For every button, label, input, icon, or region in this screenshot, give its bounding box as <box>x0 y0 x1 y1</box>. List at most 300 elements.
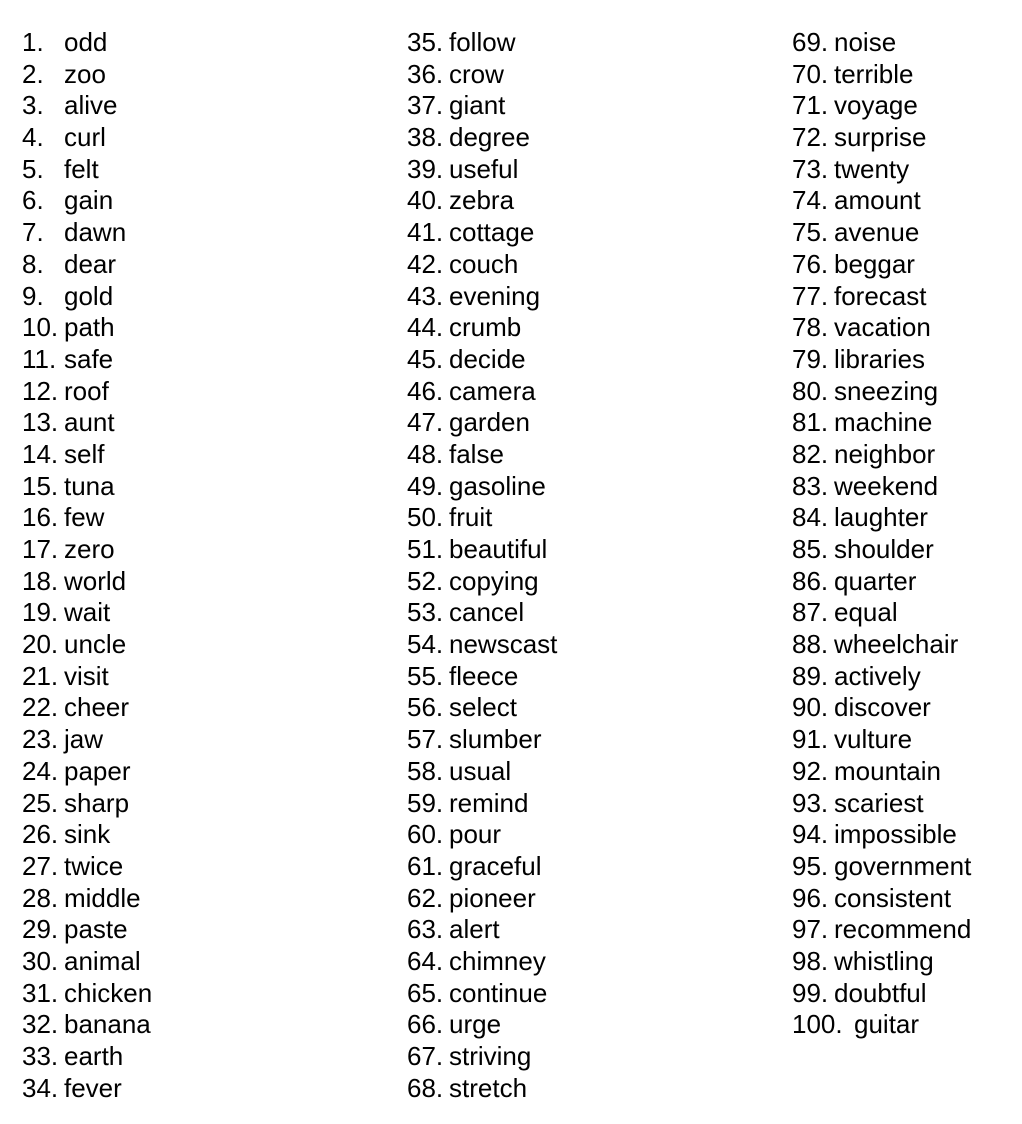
item-word: camera <box>449 375 536 406</box>
item-word: twice <box>64 850 124 881</box>
item-word: crow <box>449 58 504 89</box>
list-item <box>407 946 777 978</box>
item-word: remind <box>449 787 529 818</box>
list-item <box>407 534 777 566</box>
item-number: 46. <box>407 375 444 406</box>
item-word: discover <box>834 692 931 723</box>
item-word: usual <box>449 755 512 786</box>
item-word: middle <box>64 882 141 913</box>
list-item <box>407 502 777 534</box>
item-number: 76. <box>792 248 829 279</box>
item-word: zoo <box>64 58 106 89</box>
list-item <box>22 914 392 946</box>
item-number: 39. <box>407 153 444 184</box>
list-item <box>22 376 392 408</box>
item-word: evening <box>449 280 541 311</box>
item-number: 72. <box>792 122 829 153</box>
list-item <box>792 883 1017 915</box>
list-item <box>792 281 1017 313</box>
list-item <box>22 90 392 122</box>
item-word: alive <box>64 90 118 121</box>
list-item <box>792 90 1017 122</box>
list-item <box>22 312 392 344</box>
item-word: follow <box>449 27 516 57</box>
item-word: jaw <box>64 724 104 755</box>
item-word: laughter <box>834 502 928 533</box>
list-item <box>407 281 777 313</box>
item-number: 24. <box>22 755 59 786</box>
item-number: 11. <box>22 343 57 374</box>
list-item <box>792 344 1017 376</box>
item-word: beggar <box>834 248 915 279</box>
list-item <box>22 122 392 154</box>
list-item <box>792 407 1017 439</box>
item-number: 97. <box>792 914 829 945</box>
item-number: 34. <box>22 1072 59 1103</box>
list-item <box>792 788 1017 820</box>
item-number: 68. <box>407 1072 444 1103</box>
item-word: false <box>449 438 504 469</box>
item-number: 15. <box>22 470 59 501</box>
item-number: 89. <box>792 660 829 691</box>
word-list-column-3 <box>792 27 1017 1041</box>
item-number: 80. <box>792 375 829 406</box>
item-word: crumb <box>449 312 522 343</box>
list-item <box>792 661 1017 693</box>
item-word: scariest <box>834 787 924 818</box>
list-item <box>407 566 777 598</box>
item-number: 20. <box>22 629 59 660</box>
list-item <box>22 1073 392 1105</box>
item-number: 70. <box>792 58 829 89</box>
item-word: amount <box>834 185 921 216</box>
item-number: 9. <box>22 280 44 311</box>
list-item <box>22 724 392 756</box>
list-item <box>22 471 392 503</box>
item-number: 7. <box>22 217 44 248</box>
item-word: couch <box>449 248 519 279</box>
item-word: urge <box>449 1009 502 1040</box>
item-word: vacation <box>834 312 931 343</box>
item-word: fruit <box>449 502 493 533</box>
item-word: zero <box>64 534 115 564</box>
item-word: beautiful <box>449 534 548 564</box>
item-word: sharp <box>64 787 130 818</box>
item-number: 17. <box>22 534 59 564</box>
item-number: 21. <box>22 660 59 691</box>
item-word: dear <box>64 248 117 279</box>
item-number: 31. <box>22 977 59 1008</box>
item-word: path <box>64 312 115 343</box>
list-item <box>407 883 777 915</box>
list-item <box>407 1041 777 1073</box>
list-item <box>792 724 1017 756</box>
item-word: government <box>834 850 972 881</box>
list-item <box>792 439 1017 471</box>
item-number: 53. <box>407 597 444 628</box>
item-number: 61. <box>407 850 444 881</box>
list-item <box>407 90 777 122</box>
item-number: 32. <box>22 1009 59 1040</box>
item-word: sink <box>64 819 111 850</box>
list-item <box>792 819 1017 851</box>
item-number: 59. <box>407 787 444 818</box>
item-number: 74. <box>792 185 829 216</box>
list-item <box>407 819 777 851</box>
item-word: few <box>64 502 105 533</box>
item-word: quarter <box>834 565 917 596</box>
item-number: 27. <box>22 850 59 881</box>
item-number: 63. <box>407 914 444 945</box>
item-word: striving <box>449 1041 532 1071</box>
list-item <box>22 978 392 1010</box>
list-item <box>407 217 777 249</box>
item-word: world <box>64 565 127 596</box>
list-item <box>22 883 392 915</box>
item-word: sneezing <box>834 375 939 406</box>
list-item <box>407 122 777 154</box>
item-word: neighbor <box>834 438 936 469</box>
item-word: doubtful <box>834 977 927 1008</box>
item-word: gasoline <box>449 470 546 501</box>
item-number: 88. <box>792 629 829 660</box>
item-word: paper <box>64 755 131 786</box>
item-number: 30. <box>22 945 59 976</box>
item-word: surprise <box>834 122 927 153</box>
list-item <box>407 756 777 788</box>
item-word: shoulder <box>834 534 934 564</box>
item-number: 51. <box>407 534 444 564</box>
item-word: tuna <box>64 470 115 501</box>
list-item <box>792 914 1017 946</box>
list-item <box>407 439 777 471</box>
item-number: 47. <box>407 407 444 438</box>
item-number: 77. <box>792 280 829 311</box>
list-item <box>792 978 1017 1010</box>
item-word: guitar <box>854 1009 920 1040</box>
item-word: self <box>64 438 105 469</box>
item-number: 91. <box>792 724 829 755</box>
item-number: 65. <box>407 977 444 1008</box>
list-item <box>22 1041 392 1073</box>
item-word: cheer <box>64 692 130 723</box>
list-item <box>792 312 1017 344</box>
item-number: 38. <box>407 122 444 153</box>
list-item <box>407 597 777 629</box>
item-word: dawn <box>64 217 127 248</box>
item-word: newscast <box>449 629 558 660</box>
item-word: aunt <box>64 407 115 438</box>
list-item <box>22 281 392 313</box>
item-number: 37. <box>407 90 444 121</box>
list-item <box>792 629 1017 661</box>
list-item <box>407 629 777 661</box>
item-word: consistent <box>834 882 952 913</box>
item-number: 66. <box>407 1009 444 1040</box>
item-word: safe <box>64 343 114 374</box>
item-word: roof <box>64 375 109 406</box>
item-word: weekend <box>834 470 939 501</box>
item-word: gold <box>64 280 114 311</box>
item-word: animal <box>64 945 141 976</box>
item-number: 25. <box>22 787 59 818</box>
item-word: impossible <box>834 819 957 850</box>
item-word: stretch <box>449 1072 528 1103</box>
list-item <box>407 471 777 503</box>
list-item <box>407 185 777 217</box>
item-number: 4. <box>22 122 44 153</box>
item-number: 52. <box>407 565 444 596</box>
item-number: 29. <box>22 914 59 945</box>
item-number: 55. <box>407 660 444 691</box>
list-item <box>22 1009 392 1041</box>
list-item <box>22 851 392 883</box>
list-item <box>792 534 1017 566</box>
item-number: 58. <box>407 755 444 786</box>
item-word: banana <box>64 1009 151 1040</box>
item-number: 90. <box>792 692 829 723</box>
item-number: 10. <box>22 312 59 343</box>
list-item <box>792 502 1017 534</box>
list-item <box>22 59 392 91</box>
list-item <box>22 344 392 376</box>
list-item <box>22 661 392 693</box>
item-number: 67. <box>407 1041 444 1071</box>
item-number: 19. <box>22 597 59 628</box>
item-number: 1. <box>22 27 44 57</box>
list-item <box>22 566 392 598</box>
word-list-column-2 <box>407 27 777 1104</box>
list-item <box>792 249 1017 281</box>
item-word: useful <box>449 153 519 184</box>
item-number: 95. <box>792 850 829 881</box>
item-number: 94. <box>792 819 829 850</box>
item-word: fleece <box>449 660 519 691</box>
item-word: forecast <box>834 280 927 311</box>
list-item <box>407 59 777 91</box>
item-word: cottage <box>449 217 535 248</box>
list-item <box>22 185 392 217</box>
list-item <box>407 249 777 281</box>
item-number: 93. <box>792 787 829 818</box>
item-word: equal <box>834 597 898 628</box>
item-word: chimney <box>449 945 546 976</box>
item-word: paste <box>64 914 128 945</box>
item-word: odd <box>64 27 108 57</box>
item-number: 100. <box>792 1009 843 1040</box>
item-number: 18. <box>22 565 59 596</box>
item-number: 56. <box>407 692 444 723</box>
item-number: 22. <box>22 692 59 723</box>
item-number: 49. <box>407 470 444 501</box>
item-word: curl <box>64 122 106 153</box>
list-item <box>407 154 777 186</box>
item-word: mountain <box>834 755 941 786</box>
item-number: 36. <box>407 58 444 89</box>
item-number: 79. <box>792 343 829 374</box>
item-number: 86. <box>792 565 829 596</box>
word-list-column-1 <box>22 27 392 1104</box>
list-item <box>407 978 777 1010</box>
list-item <box>22 756 392 788</box>
item-number: 83. <box>792 470 829 501</box>
list-item <box>22 154 392 186</box>
item-word: wheelchair <box>834 629 959 660</box>
item-word: giant <box>449 90 506 121</box>
item-number: 73. <box>792 153 829 184</box>
item-number: 14. <box>22 438 59 469</box>
item-word: alert <box>449 914 500 945</box>
item-number: 2. <box>22 58 44 89</box>
item-number: 81. <box>792 407 829 438</box>
item-number: 85. <box>792 534 829 564</box>
item-word: machine <box>834 407 933 438</box>
item-word: continue <box>449 977 548 1008</box>
list-item <box>407 344 777 376</box>
list-item <box>407 914 777 946</box>
item-number: 87. <box>792 597 829 628</box>
list-item <box>792 946 1017 978</box>
item-word: chicken <box>64 977 153 1008</box>
item-number: 78. <box>792 312 829 343</box>
item-number: 33. <box>22 1041 59 1071</box>
item-word: fever <box>64 1072 122 1103</box>
item-word: twenty <box>834 153 910 184</box>
item-word: decide <box>449 343 526 374</box>
item-number: 28. <box>22 882 59 913</box>
list-item <box>792 217 1017 249</box>
item-word: voyage <box>834 90 918 121</box>
item-word: pour <box>449 819 502 850</box>
item-number: 50. <box>407 502 444 533</box>
list-item <box>22 27 392 59</box>
list-item <box>792 122 1017 154</box>
list-item <box>792 566 1017 598</box>
item-number: 12. <box>22 375 59 406</box>
list-item <box>407 27 777 59</box>
item-number: 71. <box>792 90 829 121</box>
item-number: 6. <box>22 185 44 216</box>
list-item <box>407 407 777 439</box>
item-number: 13. <box>22 407 59 438</box>
list-item <box>407 851 777 883</box>
list-item <box>407 692 777 724</box>
list-item <box>792 376 1017 408</box>
item-number: 96. <box>792 882 829 913</box>
item-number: 60. <box>407 819 444 850</box>
list-item <box>407 312 777 344</box>
item-number: 69. <box>792 27 829 57</box>
item-word: cancel <box>449 597 525 628</box>
list-item <box>22 629 392 661</box>
list-item <box>407 1073 777 1105</box>
item-number: 41. <box>407 217 444 248</box>
item-number: 23. <box>22 724 59 755</box>
list-item <box>22 407 392 439</box>
list-item <box>792 756 1017 788</box>
item-number: 35. <box>407 27 444 57</box>
item-number: 99. <box>792 977 829 1008</box>
list-item <box>792 597 1017 629</box>
item-word: noise <box>834 27 897 57</box>
item-word: uncle <box>64 629 127 660</box>
item-word: wait <box>64 597 111 628</box>
item-word: recommend <box>834 914 972 945</box>
item-number: 42. <box>407 248 444 279</box>
list-item <box>792 471 1017 503</box>
item-word: terrible <box>834 58 914 89</box>
item-number: 26. <box>22 819 59 850</box>
list-item <box>792 692 1017 724</box>
item-number: 98. <box>792 945 829 976</box>
item-word: zebra <box>449 185 515 216</box>
item-word: actively <box>834 660 921 691</box>
item-number: 8. <box>22 248 44 279</box>
list-item <box>22 946 392 978</box>
item-word: select <box>449 692 517 723</box>
list-item <box>792 27 1017 59</box>
item-word: avenue <box>834 217 920 248</box>
item-word: pioneer <box>449 882 536 913</box>
list-item <box>407 724 777 756</box>
list-item <box>22 217 392 249</box>
item-word: graceful <box>449 850 542 881</box>
item-number: 84. <box>792 502 829 533</box>
list-item <box>407 661 777 693</box>
list-item <box>792 851 1017 883</box>
list-item <box>22 819 392 851</box>
list-item <box>22 502 392 534</box>
item-number: 92. <box>792 755 829 786</box>
list-item <box>792 59 1017 91</box>
item-word: earth <box>64 1041 124 1071</box>
list-item <box>22 597 392 629</box>
list-item <box>22 534 392 566</box>
item-word: whistling <box>834 945 934 976</box>
list-item <box>22 439 392 471</box>
item-word: gain <box>64 185 114 216</box>
list-item <box>407 788 777 820</box>
item-word: libraries <box>834 343 926 374</box>
list-item <box>22 692 392 724</box>
item-number: 40. <box>407 185 444 216</box>
item-number: 44. <box>407 312 444 343</box>
item-number: 5. <box>22 153 44 184</box>
item-word: vulture <box>834 724 913 755</box>
item-number: 57. <box>407 724 444 755</box>
list-item <box>22 788 392 820</box>
item-word: felt <box>64 153 99 184</box>
item-number: 64. <box>407 945 444 976</box>
item-word: degree <box>449 122 530 153</box>
list-item <box>407 1009 777 1041</box>
item-number: 75. <box>792 217 829 248</box>
item-number: 45. <box>407 343 444 374</box>
list-item <box>792 154 1017 186</box>
item-word: visit <box>64 660 109 691</box>
list-item <box>792 1009 1017 1041</box>
list-item <box>22 249 392 281</box>
item-number: 54. <box>407 629 444 660</box>
item-number: 82. <box>792 438 829 469</box>
list-item <box>792 185 1017 217</box>
item-number: 62. <box>407 882 444 913</box>
item-word: slumber <box>449 724 542 755</box>
item-number: 16. <box>22 502 59 533</box>
item-word: copying <box>449 565 539 596</box>
item-number: 3. <box>22 90 44 121</box>
item-number: 48. <box>407 438 444 469</box>
